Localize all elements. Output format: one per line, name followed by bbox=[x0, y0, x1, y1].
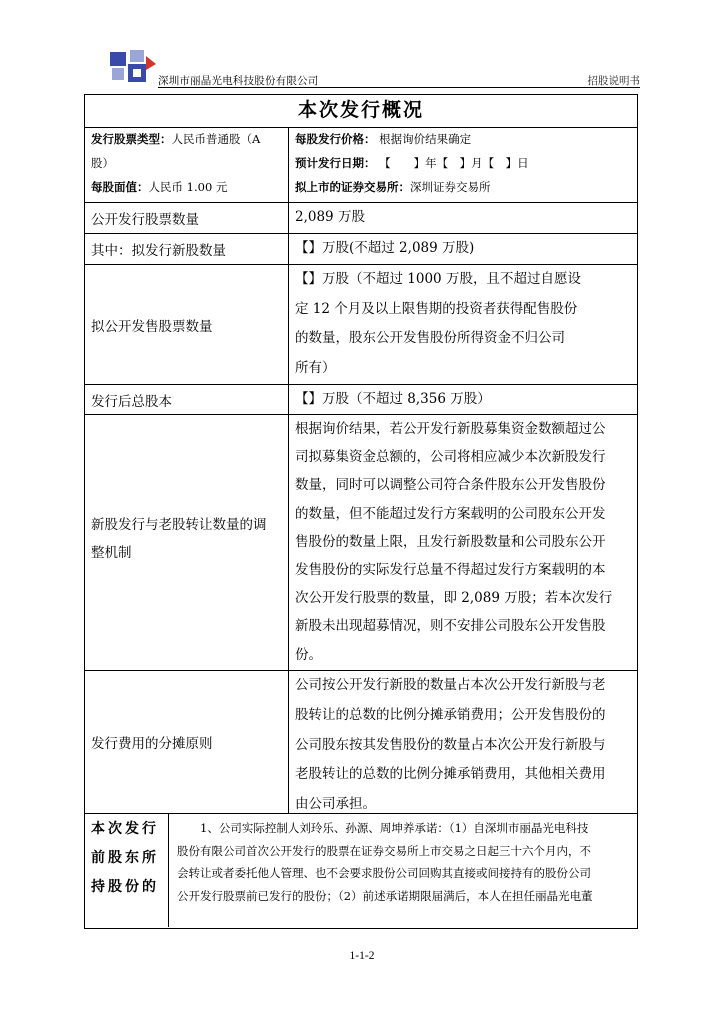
new-shares-value: 【】万股(不超过 2,089 万股) bbox=[295, 240, 475, 256]
stock-type-value: 人民币普通股（A bbox=[171, 132, 261, 146]
text-line: 由公司承担。 bbox=[295, 796, 376, 813]
price-label: 每股发行价格： bbox=[295, 132, 376, 146]
text-line: 份。 bbox=[295, 646, 322, 663]
label-line: 本次发行 bbox=[91, 821, 159, 837]
lockup-row bbox=[85, 814, 637, 927]
adjustment-label bbox=[85, 415, 289, 670]
page-number: 1-1-2 bbox=[349, 950, 375, 962]
fee-label: 发行费用的分摊原则 bbox=[85, 671, 289, 813]
total-capital-value: 【】万股（不超过 8,356 万股） bbox=[295, 391, 491, 407]
stock-type-line bbox=[91, 127, 260, 152]
total-capital-label: 发行后总股本 bbox=[85, 385, 289, 414]
label-line: 新股发行与老股转让数量的调 bbox=[91, 517, 267, 533]
label-line: 持股份的 bbox=[91, 879, 159, 895]
date-line bbox=[295, 151, 529, 176]
page-title: 本次发行概况 bbox=[297, 99, 424, 121]
page-header bbox=[108, 48, 640, 90]
text-line: 公司按公开发行新股的数量占本次公开发行新股与老 bbox=[295, 677, 606, 693]
adjustment-row bbox=[85, 415, 637, 671]
public-shares-row bbox=[85, 203, 637, 234]
sale-shares-label: 拟公开发售股票数量 bbox=[85, 265, 289, 384]
date-label: 预计发行日期： bbox=[295, 156, 376, 170]
stock-type-value-cont: 股） bbox=[91, 156, 114, 170]
total-capital-row bbox=[85, 385, 637, 415]
text-line: 所有） bbox=[295, 359, 336, 376]
company-logo bbox=[108, 48, 158, 88]
company-name: 深圳市丽晶光电科技股份有限公司 bbox=[158, 75, 319, 87]
stock-type-label: 发行股票类型： bbox=[91, 132, 172, 146]
public-shares-value: 2,089 万股 bbox=[295, 209, 365, 225]
text-line: 老股转让的总数的比例分摊承销费用，其他相关费用 bbox=[295, 766, 606, 783]
public-shares-label: 公开发行股票数量 bbox=[85, 203, 289, 233]
exchange-label: 拟上市的证券交易所： bbox=[295, 180, 410, 194]
label-line: 前股东所 bbox=[91, 850, 159, 866]
text-line: 次公开发行股票的数量，即 2,089 万股；若本次发行 bbox=[295, 590, 613, 607]
text-line: 根据询价结果，若公开发行新股募集资金数额超过公 bbox=[295, 421, 606, 437]
summary-row bbox=[85, 128, 637, 203]
text-line: 股转让的总数的比例分摊承销费用；公开发售股份的 bbox=[295, 706, 606, 723]
date-value: 【 】年【 】月【 】日 bbox=[379, 156, 529, 170]
new-shares-label: 其中：拟发行新股数量 bbox=[85, 234, 289, 264]
text-line: 的数量，股东公开发售股份所得资金不归公司 bbox=[295, 330, 565, 346]
new-shares-row bbox=[85, 234, 637, 265]
exchange-value: 深圳证券交易所 bbox=[410, 180, 491, 194]
fee-text bbox=[289, 671, 637, 813]
sale-shares-row bbox=[85, 265, 637, 385]
fee-row bbox=[85, 671, 637, 814]
par-value-line bbox=[91, 175, 227, 200]
text-line: 新股未出现超募情况，则不安排公司股东公开发售股 bbox=[295, 618, 606, 635]
lockup-label bbox=[85, 814, 169, 927]
text-line: 司拟募集资金总额的，公司将相应减少本次新股发行 bbox=[295, 449, 606, 466]
text-line: 公开发行股票前已发行的股份；（2）前述承诺期限届满后，本人在担任丽晶光电董 bbox=[177, 888, 593, 903]
adjustment-text bbox=[289, 415, 637, 670]
text-line: 数量，同时可以调整公司符合条件股东公开发售股份 bbox=[295, 477, 606, 494]
table-title-row bbox=[85, 95, 637, 128]
par-value-label: 每股面值： bbox=[91, 180, 149, 194]
label-line: 整机制 bbox=[91, 545, 132, 561]
text-line: 1、公司实际控制人刘玲乐、孙源、周坤养承诺：（1）自深圳市丽晶光电科技 bbox=[177, 821, 589, 835]
text-line: 【】万股（不超过 1000 万股，且不超过自愿设 bbox=[295, 271, 581, 287]
price-line bbox=[295, 127, 471, 152]
par-value: 人民币 1.00 元 bbox=[148, 180, 228, 194]
text-line: 定 12 个月及以上限售期的投资者获得配售股份 bbox=[295, 300, 578, 317]
summary-left-cell bbox=[85, 128, 289, 202]
header-rule bbox=[158, 87, 640, 88]
text-line: 发售股份的实际发行总量不得超过发行方案载明的本 bbox=[295, 562, 606, 579]
offering-overview-table bbox=[84, 94, 638, 929]
price-value: 根据询价结果确定 bbox=[379, 132, 472, 146]
text-line: 会转让或者委托他人管理、也不会要求股份公司回购其直接或间接持有的股份公司 bbox=[177, 866, 591, 880]
document-type: 招股说明书 bbox=[587, 75, 640, 87]
exchange-line bbox=[295, 175, 491, 200]
text-line: 的数量，但不能超过发行方案载明的公司股东公开发 bbox=[295, 505, 606, 522]
text-line: 售股份的数量上限，且发行新股数量和公司股东公开 bbox=[295, 533, 606, 550]
summary-right-cell bbox=[289, 128, 637, 202]
lockup-text bbox=[169, 814, 637, 927]
text-line: 股份有限公司首次公开发行的股票在证券交易所上市交易之日起三十六个月内，不 bbox=[177, 843, 591, 858]
sale-shares-text bbox=[289, 265, 637, 384]
text-line: 公司股东按其发售股份的数量占本次公开发行新股与 bbox=[295, 736, 606, 753]
